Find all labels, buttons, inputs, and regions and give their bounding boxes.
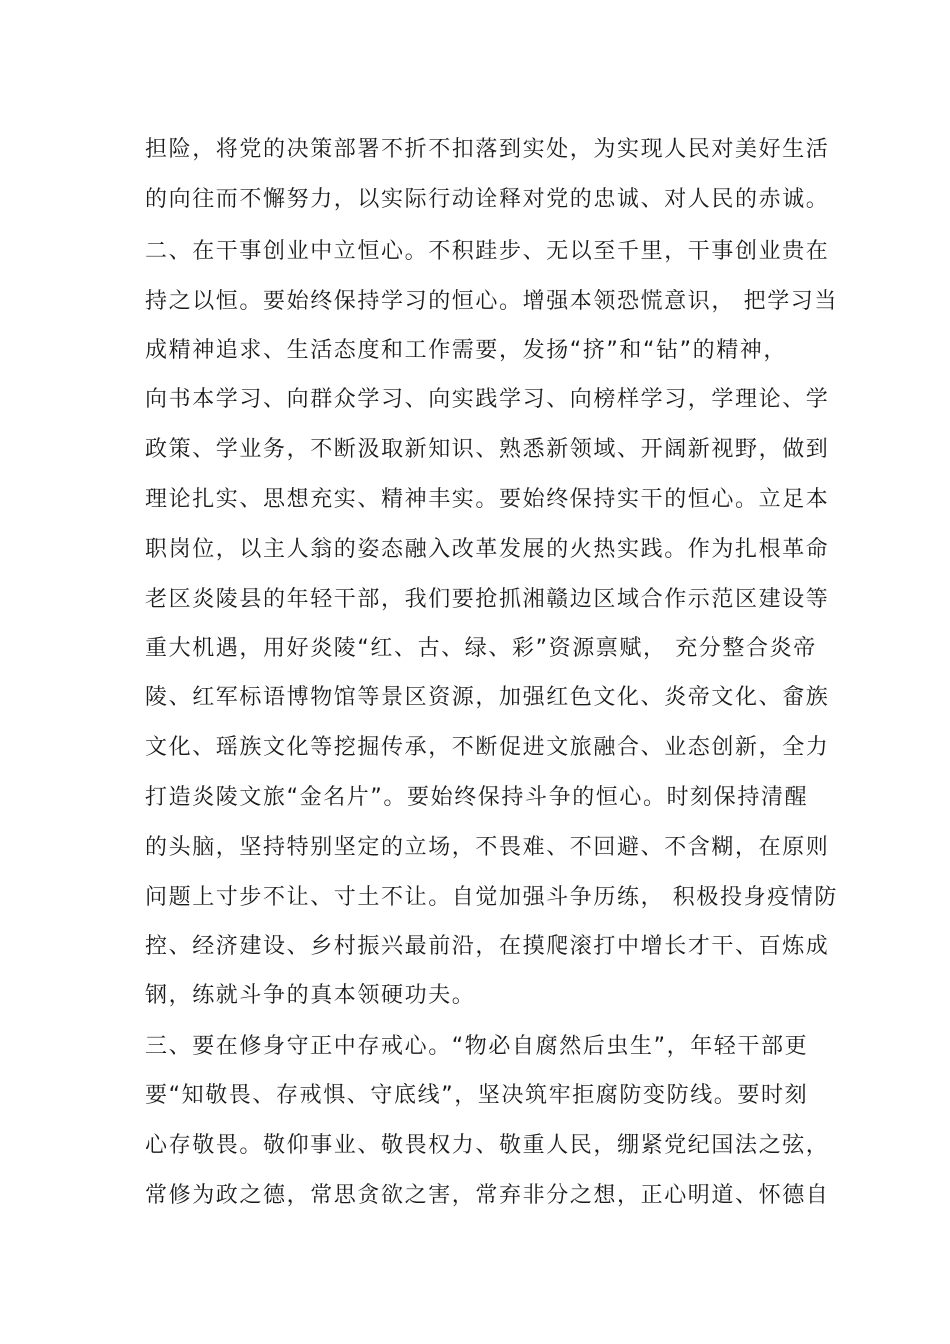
text-line: 心存敬畏。敬仰事业、敬畏权力、敬重人民，绷紧党纪国法之弦， [145,1133,830,1158]
text-line: 老区炎陵县的年轻干部，我们要抢抓湘赣边区域合作示范区建设等 [145,587,830,612]
text-line: 政策、学业务，不断汲取新知识、熟悉新领域、开阔新视野，做到 [145,437,830,462]
text-line: 成精神追求、生活态度和工作需要，发扬“挤”和“钻”的精神， [145,338,787,363]
text-line: 二、在干事创业中立恒心。不积跬步、无以至千里，干事创业贵在 [145,239,830,264]
text-line: 的向往而不懈努力，以实际行动诠释对党的忠诚、对人民的赤诚。 [145,187,830,212]
text-line: 职岗位，以主人翁的姿态融入改革发展的火热实践。作为扎根革命 [145,537,830,562]
text-line: 问题上寸步不让、寸土不让。自觉加强斗争历练， 积极投身疫情防 [145,885,838,910]
text-line: 重大机遇，用好炎陵“红、古、绿、彩”资源禀赋， 充分整合炎帝 [145,636,817,661]
text-line: 向书本学习、向群众学习、向实践学习、向榜样学习，学理论、学 [145,387,830,412]
text-line: 陵、红军标语博物馆等景区资源，加强红色文化、炎帝文化、畲族 [145,685,830,710]
text-line: 持之以恒。要始终保持学习的恒心。增强本领恐慌意识， 把学习当 [145,289,838,314]
text-line: 要“知敬畏、存戒惧、守底线”，坚决筑牢拒腐防变防线。要时刻 [145,1083,809,1108]
text-line: 常修为政之德，常思贪欲之害，常弃非分之想，正心明道、怀德自 [145,1183,830,1208]
text-line: 理论扎实、思想充实、精神丰实。要始终保持实干的恒心。立足本 [145,487,830,512]
text-line: 三、要在修身守正中存戒心。“物必自腐然后虫生”，年轻干部更 [145,1034,809,1059]
text-line: 控、经济建设、乡村振兴最前沿，在摸爬滚打中增长才干、百炼成 [145,934,830,959]
text-line: 钢，练就斗争的真本领硬功夫。 [145,983,476,1008]
text-line: 文化、瑶族文化等挖掘传承，不断促进文旅融合、业态创新，全力 [145,735,830,760]
text-line: 担险，将党的决策部署不折不扣落到实处，为实现人民对美好生活 [145,137,830,162]
text-line: 打造炎陵文旅“金名片”。要始终保持斗争的恒心。时刻保持清醒 [145,785,809,810]
text-line: 的头脑，坚持特别坚定的立场，不畏难、不回避、不含糊，在原则 [145,835,830,860]
